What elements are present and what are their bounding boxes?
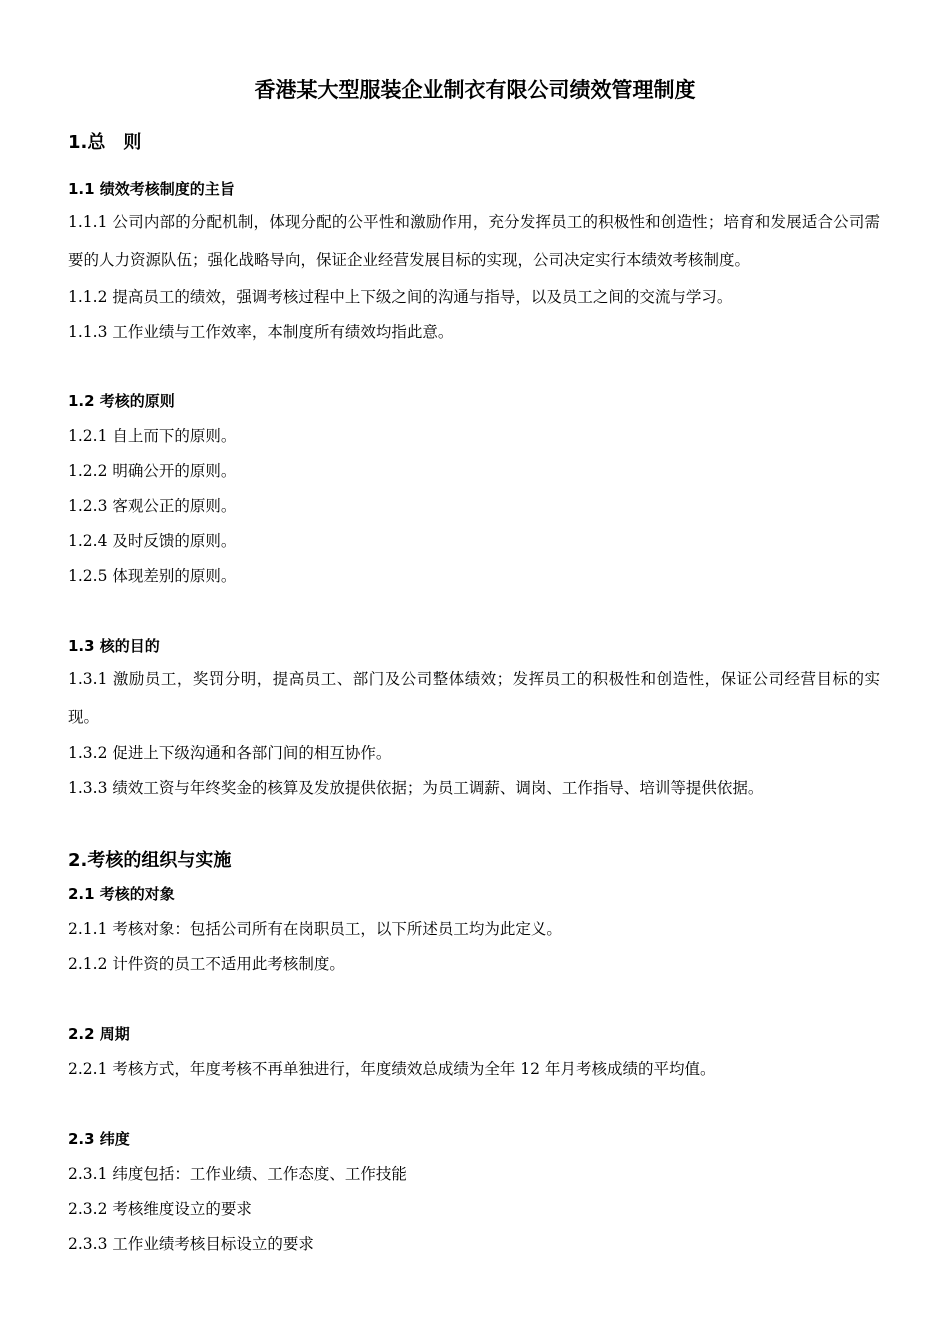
paragraph-1-2-4: 1.2.4 及时反馈的原则。 bbox=[68, 532, 237, 550]
paragraph-1-3-2: 1.3.2 促进上下级沟通和各部门间的相互协作。 bbox=[68, 744, 392, 762]
document-title: 香港某大型服装企业制衣有限公司绩效管理制度 bbox=[254, 78, 696, 102]
paragraph-2-3-1: 2.3.1 纬度包括：工作业绩、工作态度、工作技能 bbox=[68, 1165, 407, 1183]
section-heading-1: 1.总 则 bbox=[68, 132, 142, 153]
subsection-heading-1-3: 1.3 核的目的 bbox=[68, 637, 160, 655]
paragraph-1-3-1: 1.3.1 激励员工，奖罚分明，提高员工、部门及公司整体绩效；发挥员工的积极性和创造性，保证公司经营目标的实现。 bbox=[68, 670, 880, 726]
paragraph-1-2-5: 1.2.5 体现差别的原则。 bbox=[68, 567, 237, 585]
paragraph-2-3-3: 2.3.3 工作业绩考核目标设立的要求 bbox=[68, 1235, 314, 1253]
paragraph-1-3-3: 1.3.3 绩效工资与年终奖金的核算及发放提供依据；为员工调薪、调岗、工作指导、培训等提供依据。 bbox=[68, 779, 764, 797]
subsection-heading-2-1: 2.1 考核的对象 bbox=[68, 885, 175, 903]
subsection-heading-2-3: 2.3 纬度 bbox=[68, 1130, 130, 1148]
paragraph-1-1-2: 1.1.2 提高员工的绩效，强调考核过程中上下级之间的沟通与指导，以及员工之间的交流与学习。 bbox=[68, 288, 733, 306]
paragraph-1-1-3: 1.1.3 工作业绩与工作效率，本制度所有绩效均指此意。 bbox=[68, 323, 454, 341]
paragraph-2-1-1: 2.1.1 考核对象：包括公司所有在岗职员工，以下所述员工均为此定义。 bbox=[68, 920, 562, 938]
paragraph-2-1-2: 2.1.2 计件资的员工不适用此考核制度。 bbox=[68, 955, 345, 973]
paragraph-1-2-1: 1.2.1 自上而下的原则。 bbox=[68, 427, 237, 445]
section-heading-2: 2.考核的组织与实施 bbox=[68, 850, 232, 871]
subsection-heading-2-2: 2.2 周期 bbox=[68, 1025, 130, 1043]
paragraph-1-2-2: 1.2.2 明确公开的原则。 bbox=[68, 462, 237, 480]
subsection-heading-1-2: 1.2 考核的原则 bbox=[68, 392, 175, 410]
paragraph-1-1-1: 1.1.1 公司内部的分配机制，体现分配的公平性和激励作用，充分发挥员工的积极性和创造性；培育和发展适合公司需要的人力资源队伍；强化战略导向，保证企业经营发展目标的实现，公司决定实行本绩效考核制度。 bbox=[68, 213, 880, 269]
paragraph-1-2-3: 1.2.3 客观公正的原则。 bbox=[68, 497, 237, 515]
paragraph-2-2-1: 2.2.1 考核方式，年度考核不再单独进行，年度绩效总成绩为全年 12 年月考核成绩的平均值。 bbox=[68, 1060, 716, 1078]
paragraph-2-3-2: 2.3.2 考核维度设立的要求 bbox=[68, 1200, 252, 1218]
subsection-heading-1-1: 1.1 绩效考核制度的主旨 bbox=[68, 180, 235, 198]
